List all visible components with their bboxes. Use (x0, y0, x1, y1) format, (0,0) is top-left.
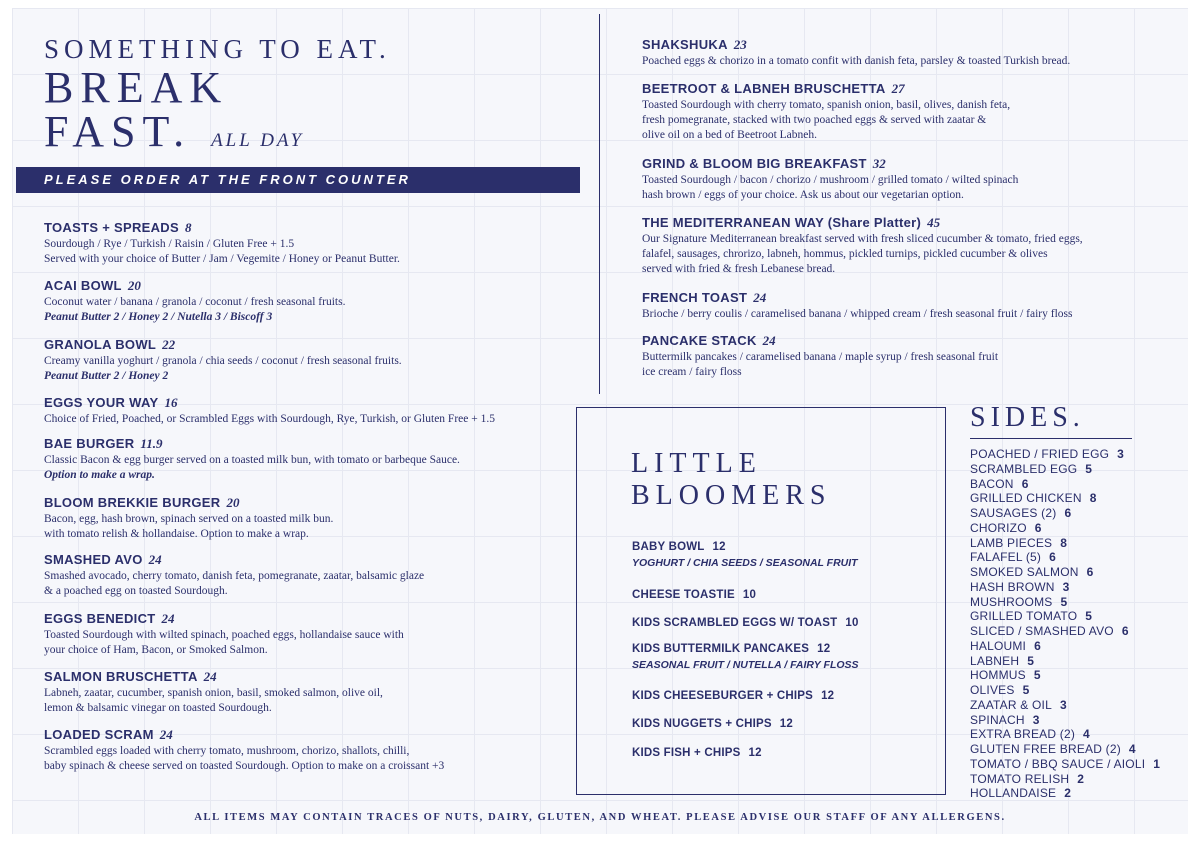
item-title: GRIND & BLOOM BIG BREAKFAST (642, 156, 867, 171)
menu-item (44, 610, 404, 658)
item-title: ACAI BOWL (44, 278, 122, 293)
side-item (970, 462, 1160, 477)
item-description: with tomato relish & hollandaise. Option to make a wrap. (44, 528, 309, 540)
side-item (970, 639, 1160, 654)
menu-item (44, 726, 444, 774)
side-item-name: HALOUMI (970, 638, 1027, 653)
item-price: 24 (762, 333, 776, 348)
item-description: ice cream / fairy floss (642, 366, 742, 378)
kids-item (632, 642, 859, 673)
item-description: lemon & balsamic vinegar on toasted Sourdough. (44, 702, 272, 714)
header-tagline: SOMETHING TO EAT. (44, 34, 391, 64)
item-description: Sourdough / Rye / Turkish / Raisin / Gluten Free + 1.5 (44, 238, 295, 250)
item-description: & a poached egg on toasted Sourdough. (44, 585, 228, 597)
menu-item (44, 394, 495, 427)
side-item (970, 550, 1160, 565)
item-description: Toasted Sourdough / bacon / chorizo / mushroom / grilled tomato / wilted spinach (642, 174, 1019, 186)
menu-item (44, 435, 460, 483)
side-item (970, 668, 1160, 683)
item-price: 24 (159, 727, 173, 742)
item-description: Labneh, zaatar, cucumber, spanish onion, basil, smoked salmon, olive oil, (44, 687, 383, 699)
order-counter-banner: PLEASE ORDER AT THE FRONT COUNTER (16, 167, 580, 193)
kids-item-name: KIDS FISH + CHIPS (632, 747, 741, 759)
menu-item (642, 332, 998, 380)
kids-item (632, 689, 834, 704)
menu-item (44, 336, 402, 384)
kids-item (632, 717, 793, 732)
menu-item (642, 80, 1010, 143)
item-description: Brioche / berry coulis / caramelised banana / whipped cream / fresh seasonal fruit / fairy floss (642, 308, 1073, 320)
side-item-name: HASH BROWN (970, 579, 1055, 594)
side-item-price: 6 (1121, 624, 1129, 638)
side-item-price: 4 (1083, 727, 1090, 742)
menu-item (642, 155, 1018, 203)
item-description: Buttermilk pancakes / caramelised banana / maple syrup / fresh seasonal fruit (642, 351, 999, 363)
side-item-name: CHORIZO (970, 520, 1027, 535)
side-item (970, 786, 1160, 801)
side-item-price: 5 (1027, 653, 1035, 668)
header-title-fast (44, 107, 305, 163)
kids-item-options: YOGHURT / CHIA SEEDS / SEASONAL FRUIT (632, 557, 858, 569)
item-extras: Option to make a wrap. (44, 469, 155, 481)
side-item-price: 3 (1032, 712, 1040, 727)
side-item-name: GRILLED CHICKEN (970, 491, 1082, 506)
item-description: Coconut water / banana / granola / coconut / fresh seasonal fruits. (44, 296, 346, 308)
side-item-price: 8 (1060, 535, 1068, 550)
kids-item-price: 12 (712, 541, 726, 553)
side-item (970, 683, 1160, 698)
side-item (970, 595, 1160, 610)
item-description: Scrambled eggs loaded with cherry tomato, mushroom, chorizo, shallots, chilli, (44, 745, 410, 757)
side-item (970, 727, 1160, 742)
menu-item (642, 214, 1083, 277)
menu-item (642, 36, 1070, 69)
kids-item-options: SEASONAL FRUIT / NUTELLA / FAIRY FLOSS (632, 659, 859, 671)
item-title: BEETROOT & LABNEH BRUSCHETTA (642, 81, 886, 96)
item-price: 27 (891, 81, 905, 96)
side-item-price: 1 (1153, 756, 1161, 771)
side-item-name: SLICED / SMASHED AVO (970, 624, 1114, 638)
side-item (970, 772, 1160, 787)
side-item (970, 580, 1160, 595)
header-title-break: BREAK (44, 63, 229, 112)
item-title: EGGS BENEDICT (44, 611, 156, 626)
side-item-name: TOMATO RELISH (970, 771, 1070, 786)
item-price: 20 (127, 278, 141, 293)
item-title: EGGS YOUR WAY (44, 395, 159, 410)
item-title: SHAKSHUKA (642, 37, 728, 52)
item-price: 8 (184, 220, 192, 235)
side-item (970, 477, 1160, 492)
side-item (970, 698, 1160, 713)
sides-list (970, 447, 1160, 801)
menu-item (44, 219, 400, 267)
item-price: 24 (753, 290, 767, 305)
item-title: PANCAKE STACK (642, 333, 757, 348)
side-item (970, 536, 1160, 551)
kids-item-name: KIDS SCRAMBLED EGGS W/ TOAST (632, 617, 838, 629)
item-description: olive oil on a bed of Beetroot Labneh. (642, 129, 818, 141)
allergen-notice: ALL ITEMS MAY CONTAIN TRACES OF NUTS, DAIRY, GLUTEN, AND WHEAT. PLEASE ADVISE OUR STAFF OF ANY ALLERGENS. (194, 812, 1006, 823)
side-item-name: ZAATAR & OIL (970, 697, 1052, 712)
item-title: BAE BURGER (44, 436, 135, 451)
kids-item (632, 616, 859, 631)
side-item-name: LAMB PIECES (970, 535, 1053, 550)
item-description: served with fried & fresh Lebanese bread. (642, 263, 836, 275)
side-item (970, 713, 1160, 728)
item-price: 32 (872, 156, 886, 171)
side-item-name: FALAFEL (5) (970, 550, 1042, 565)
item-title: SMASHED AVO (44, 552, 143, 567)
side-item-name: SAUSAGES (2) (970, 506, 1057, 520)
item-description: Classic Bacon & egg burger served on a toasted milk bun, with tomato or barbeque Sauce. (44, 454, 460, 466)
side-item-price: 2 (1064, 786, 1072, 801)
kids-item-price: 10 (845, 617, 859, 629)
item-title: THE MEDITERRANEAN WAY (Share Platter) (642, 215, 922, 230)
side-item-price: 3 (1062, 579, 1070, 594)
kids-item-name: KIDS NUGGETS + CHIPS (632, 718, 772, 730)
menu-item (642, 289, 1072, 322)
side-item-name: LABNEH (970, 653, 1020, 668)
side-item-name: POACHED / FRIED EGG (970, 447, 1110, 461)
side-item-price: 5 (1060, 594, 1068, 609)
item-description: Our Signature Mediterranean breakfast served with fresh sliced cucumber & tomato, fried eggs, (642, 233, 1083, 245)
side-item (970, 757, 1160, 772)
item-price: 22 (162, 337, 176, 352)
item-extras: Peanut Butter 2 / Honey 2 / Nutella 3 / Biscoff 3 (44, 311, 273, 323)
item-description: hash brown / eggs of your choice. Ask us about our vegetarian option. (642, 189, 964, 201)
item-title: GRANOLA BOWL (44, 337, 157, 352)
item-price: 16 (164, 395, 178, 410)
item-description: Creamy vanilla yoghurt / granola / chia seeds / coconut / fresh seasonal fruits. (44, 355, 402, 367)
side-item-name: HOMMUS (970, 668, 1026, 683)
side-item-price: 6 (1021, 476, 1029, 491)
side-item-price: 5 (1022, 683, 1030, 697)
side-item-price: 3 (1059, 697, 1067, 712)
kids-item-name: CHEESE TOASTIE (632, 589, 735, 601)
item-description: fresh pomegranate, stacked with two poached eggs & served with zaatar & (642, 114, 987, 126)
little-bloomers-title-line1: LITTLE (631, 448, 762, 479)
item-price: 20 (226, 495, 240, 510)
side-item-price: 5 (1085, 609, 1093, 624)
kids-item-price: 10 (742, 589, 757, 601)
kids-item (632, 540, 858, 571)
item-price: 23 (733, 37, 747, 52)
side-item-name: MUSHROOMS (970, 594, 1053, 609)
side-item (970, 447, 1160, 462)
item-title: BLOOM BREKKIE BURGER (44, 495, 221, 510)
item-description: Poached eggs & chorizo in a tomato confit with danish feta, parsley & toasted Turkish bread. (642, 55, 1071, 67)
item-description: falafel, sausages, chrorizo, labneh, hommus, pickled turnips, pickled cucumber & olives (642, 248, 1048, 260)
side-item-name: EXTRA BREAD (2) (970, 727, 1076, 742)
item-title: LOADED SCRAM (44, 727, 154, 742)
item-title: TOASTS + SPREADS (44, 220, 179, 235)
side-item (970, 491, 1160, 506)
side-item-price: 6 (1034, 520, 1042, 535)
side-item (970, 506, 1160, 521)
item-title: FRENCH TOAST (642, 290, 748, 305)
item-description: Served with your choice of Butter / Jam / Vegemite / Honey or Peanut Butter. (44, 253, 400, 265)
item-price: 24 (148, 552, 162, 567)
sides-title: SIDES. (970, 402, 1085, 433)
side-item-name: SPINACH (970, 712, 1025, 727)
side-item-price: 6 (1064, 506, 1072, 520)
side-item-name: OLIVES (970, 683, 1015, 697)
item-title: SALMON BRUSCHETTA (44, 669, 198, 684)
menu-item (44, 277, 345, 325)
menu-item (44, 494, 333, 542)
side-item-name: SCRAMBLED EGG (970, 461, 1078, 476)
kids-item-price: 12 (821, 690, 835, 702)
side-item-name: SMOKED SALMON (970, 565, 1079, 579)
side-item (970, 609, 1160, 624)
kids-item-price: 12 (817, 643, 831, 655)
item-price: 11.9 (140, 436, 163, 451)
side-item-price: 4 (1128, 742, 1136, 756)
side-item-price: 6 (1034, 638, 1041, 653)
item-price: 24 (203, 669, 217, 684)
side-item-price: 5 (1085, 461, 1093, 476)
side-item-price: 5 (1033, 668, 1041, 683)
kids-item-name: KIDS BUTTERMILK PANCAKES (632, 643, 810, 655)
side-item-price: 8 (1089, 491, 1097, 506)
side-item (970, 565, 1160, 580)
side-item (970, 742, 1160, 757)
side-item-price: 2 (1077, 771, 1085, 786)
item-price: 24 (161, 611, 175, 626)
item-description: Smashed avocado, cherry tomato, danish feta, pomegranate, zaatar, balsamic glaze (44, 570, 425, 582)
side-item-name: GLUTEN FREE BREAD (2) (970, 742, 1121, 756)
column-divider (599, 14, 600, 394)
item-price: 45 (927, 215, 941, 230)
sides-divider (970, 438, 1132, 439)
kids-item-price: 12 (779, 718, 793, 730)
kids-item-price: 12 (748, 747, 762, 759)
side-item-price: 6 (1049, 550, 1056, 565)
side-item (970, 654, 1160, 669)
side-item-name: HOLLANDAISE (970, 786, 1057, 801)
item-description: Toasted Sourdough with wilted spinach, poached eggs, hollandaise sauce with (44, 629, 404, 641)
kids-item-name: KIDS CHEESEBURGER + CHIPS (632, 690, 814, 702)
kids-item-name: BABY BOWL (632, 541, 705, 553)
item-extras: Peanut Butter 2 / Honey 2 (44, 370, 169, 382)
little-bloomers-title-line2: BLOOMERS (631, 480, 832, 511)
item-description: Choice of Fried, Poached, or Scrambled Eggs with Sourdough, Rye, Turkish, or Gluten Free + 1.5 (44, 413, 495, 425)
item-description: Bacon, egg, hash brown, spinach served on a toasted milk bun. (44, 513, 334, 525)
side-item (970, 624, 1160, 639)
side-item-name: BACON (970, 476, 1014, 491)
item-description: your choice of Ham, Bacon, or Smoked Salmon. (44, 644, 268, 656)
header-title-fast-text: FAST. (44, 107, 192, 156)
kids-item (632, 746, 762, 761)
all-day-label: ALL DAY (211, 130, 305, 151)
side-item (970, 521, 1160, 536)
little-bloomers-title (631, 448, 831, 512)
side-item-name: TOMATO / BBQ SAUCE / AIOLI (970, 756, 1146, 771)
side-item-price: 6 (1086, 565, 1094, 579)
menu-item (44, 668, 383, 716)
side-item-price: 3 (1117, 447, 1125, 461)
item-description: Toasted Sourdough with cherry tomato, spanish onion, basil, olives, danish feta, (642, 99, 1011, 111)
kids-item (632, 588, 756, 603)
side-item-name: GRILLED TOMATO (970, 609, 1078, 624)
menu-item (44, 551, 424, 599)
item-description: baby spinach & cheese served on toasted Sourdough. Option to make on a croissant +3 (44, 760, 445, 772)
